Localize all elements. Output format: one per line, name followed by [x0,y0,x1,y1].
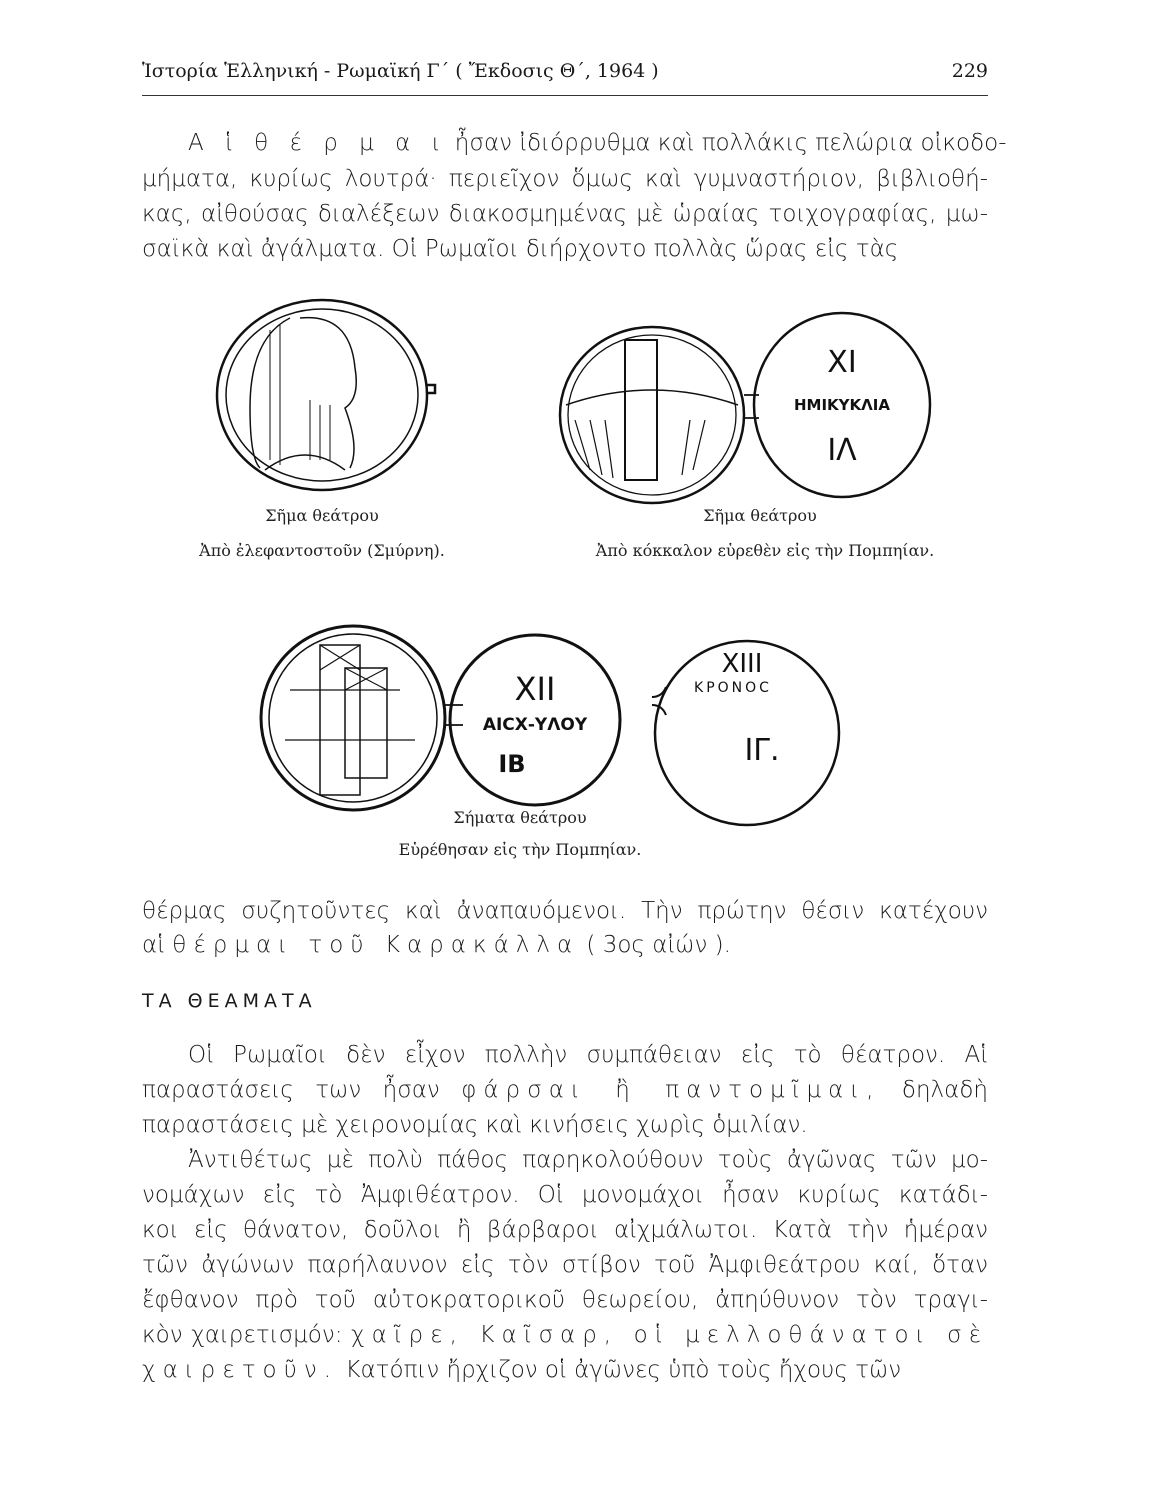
coin-text-name: ΗΜΙΚΥΚΛΙΑ [794,396,890,414]
bone-token-illustration [560,313,930,503]
text-segment: τῶν ἀγώνων παρήλαυνον εἰς τὸν στίβον τοῦ Ἀμφιθεάτρου καί, ὅταν [142,1252,988,1278]
section-heading: ΤΑ ΘΕΑΜΑΤΑ [142,990,317,1012]
figure-2-caption: Ἀπὸ κόκκαλον εὑρεθὲν εἰς τὴν Πομπηίαν. [595,541,935,560]
ivory-token-illustration [217,300,435,490]
text-segment: Κατόπιν ἤρχιζον οἱ ἀγῶνες ὑπὸ τοὺς ἤχους τῶν [338,1357,902,1383]
text-segment: ἦσαν ἰδιόρρυθμα καὶ πολλάκις πελώρια οἰκοδο- [447,130,1007,156]
text-segment: θέρμας συζητοῦντες καὶ ἀναπαυόμενοι. Τὴν πρώτην θέσιν κατέχουν [142,898,988,924]
text-segment: δηλαδὴ [880,1077,988,1103]
emphasized-text: χαῖρε, Καῖσαρ, οἱ μελλοθάνατοι σὲ [351,1322,989,1348]
figure-3-caption: Εὑρέθησαν εἰς τὴν Πομπηίαν. [398,840,642,859]
coin-text-name: ΚΡΟΝΟC [694,680,772,696]
figure-1-title: Σῆμα θεάτρου [265,506,379,525]
header-title: Ἱστορία Ἑλληνική - Ρωμαϊκή Γ΄ ( Ἔκδοσις Θ΄, 1964 ) [142,60,659,82]
text-segment: κας, αἰθούσας διαλέξεων διακοσμημένας μὲ ὡραίας τοιχογραφίας, μω- [142,201,988,227]
text-segment: ( 3ος αἰών ). [579,932,731,958]
coin-text-numeral: XIII [721,649,763,679]
text-segment: κοι εἰς θάνατον, δοῦλοι ἢ βάρβαροι αἰχμάλωτοι. Κατὰ τὴν ἡμέραν [142,1217,988,1243]
text-segment: νομάχων εἰς τὸ Ἀμφιθέατρον. Οἱ μονομάχοι ἦσαν κυρίως κατάδι- [142,1182,988,1208]
text-segment: Οἱ Ρωμαῖοι δὲν εἶχον πολλὴν συμπάθειαν εἰς τὸ θέατρον. Αἱ [188,1042,988,1068]
emphasized-text: Α ἱ θ έ ρ μ α ι [188,130,448,156]
text-segment: σαϊκὰ καὶ ἀγάλματα. Οἱ Ρωμαῖοι διήρχοντο πολλὰς ὥρας εἰς τὰς [142,236,899,262]
text-segment: παραστάσεις μὲ χειρονομίας καὶ κινήσεις χωρὶς ὁμιλίαν. [142,1112,808,1138]
text-segment: παραστάσεις των ἦσαν [142,1077,462,1103]
figure-1-caption: Ἀπὸ ἐλεφαντοστοῦν (Σμύρνη). [199,541,445,560]
pompeii-tokens-illustration [261,626,839,825]
text-segment: ἔφθανον πρὸ τοῦ αὐτοκρατορικοῦ θεωρείου, ἀπηύθυνον τὸν τραγι- [142,1287,988,1313]
coin-text-number: ΙΛ [827,433,857,468]
text-segment: αἱ [142,932,173,958]
text-segment: μήματα, κυρίως λουτρά· περιεῖχον ὅμως καὶ γυμναστήριον, βιβλιοθή- [142,166,988,192]
coin-text-number: ΙΒ [498,750,526,778]
emphasized-text: φάρσαι ἢ παντομῖμαι, [461,1077,881,1103]
coin-text-numeral: XII [514,670,556,708]
emphasized-text: θέρμαι τοῦ Καρακάλλα [172,932,580,958]
figure-3-title: Σήματα θεάτρου [453,808,587,827]
coin-text-name: ΑΙCΧ-ΥΛΟΥ [482,715,588,735]
figure-2-title: Σῆμα θεάτρου [703,506,817,525]
text-segment: Ἀντιθέτως μὲ πολὺ πάθος παρηκολούθουν τοὺς ἀγῶνας τῶν μο- [188,1147,988,1173]
coin-text-numeral: XI [827,345,857,380]
emphasized-text: χαιρετοῦν. [142,1357,339,1383]
coin-text-number: ΙΓ. [744,733,780,768]
page-number: 229 [951,60,988,82]
text-segment: κὸν χαιρετισμόν: [142,1322,351,1348]
